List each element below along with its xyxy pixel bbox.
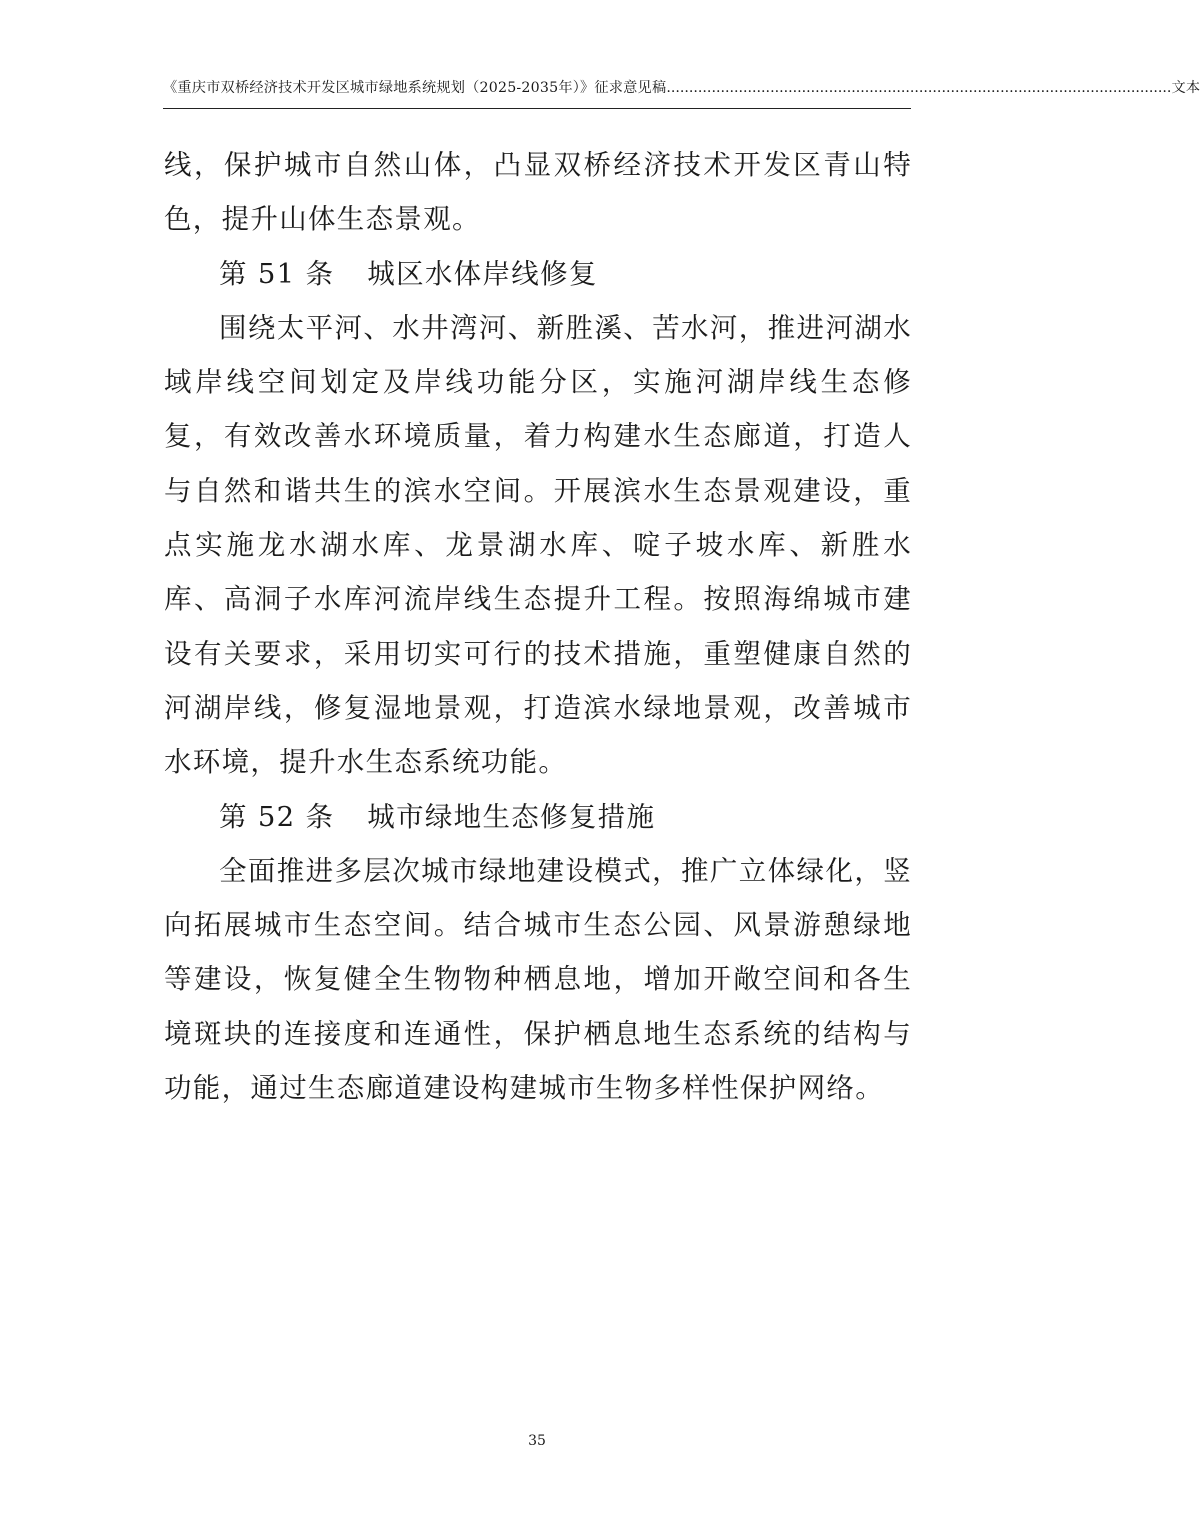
article-51-title: 城区水体岸线修复	[367, 257, 598, 290]
article-51-number: 第 51 条	[219, 257, 335, 290]
continuation-paragraph: 线，保护城市自然山体，凸显双桥经济技术开发区青山特色，提升山体生态景观。	[164, 149, 912, 236]
header-leader-dots: ................................................................................................................	[666, 80, 1172, 96]
article-51-paragraph: 围绕太平河、水井湾河、新胜溪、苦水河，推进河湖水域岸线空间划定及岸线功能分区，实施河湖岸线生态修复，有效改善水环境质量，着力构建水生态廊道，打造人与自然和谐共生的滨水空间。开展滨水生态景观建设，重点实施龙水湖水库、龙景湖水库、啶子坡水库、新胜水库、高洞子水库河流岸线生态提升工程。按照海绵城市建设有关要求，采用切实可行的技术措施，重塑健康自然的河湖岸线，修复湿地景观，打造滨水绿地景观，改善城市水环境，提升水生态系统功能。	[164, 311, 912, 779]
running-header	[163, 78, 1200, 109]
article-52-paragraph: 全面推进多层次城市绿地建设模式，推广立体绿化，竖向拓展城市生态空间。结合城市生态公园、风景游憩绿地等建设，恢复健全生物物种栖息地，增加开敞空间和各生境斑块的连接度和连通性，保护栖息地生态系统的结构与功能，通过生态廊道建设构建城市生物多样性保护网络。	[164, 854, 912, 1105]
header-title: 《重庆市双桥经济技术开发区城市绿地系统规划（2025-2035年）》征求意见稿	[163, 80, 667, 96]
article-52-number: 第 52 条	[219, 800, 335, 833]
article-52-title: 城市绿地生态修复措施	[367, 800, 656, 833]
header-section-label: 文本	[1171, 80, 1200, 96]
page-number: 35	[528, 1433, 546, 1449]
page-body	[164, 138, 912, 1115]
article-52-heading	[164, 790, 912, 844]
article-51-heading	[164, 247, 912, 301]
